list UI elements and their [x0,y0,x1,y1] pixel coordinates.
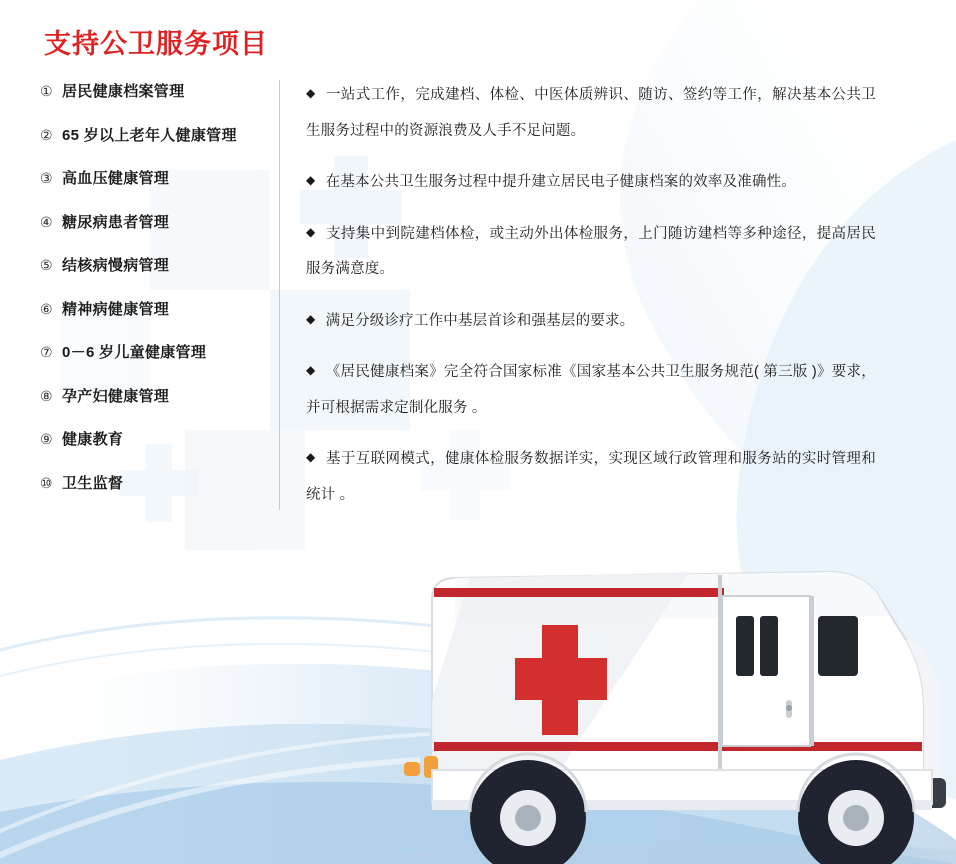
list-item [40,211,280,233]
list-item [40,124,280,146]
feature-text: 支持集中到院建档体检，或主动外出体检服务，上门随访建档等多种途径，提高居民服务满意度。 [306,225,876,278]
diamond-bullet-icon: ◆ [306,450,316,465]
list-item-label: 0－6 岁儿童健康管理 [62,344,207,361]
feature-text: 一站式工作，完成建档、体检、中医体质辨识、随访、签约等工作，解决基本公共卫生服务过程中的资源浪费及人手不足问题。 [306,87,876,139]
list-item-label: 结核病慢病管理 [62,257,170,274]
list-item-number: ② [40,126,53,143]
feature-item [306,355,876,426]
list-item-number: ⑨ [40,431,53,447]
diamond-bullet-icon: ◆ [306,224,316,239]
feature-item [306,304,876,340]
feature-item [306,442,876,513]
vertical-divider [279,80,280,510]
list-item [40,254,280,276]
list-item-label: 65 岁以上老年人健康管理 [62,126,237,144]
list-item-label: 精神病健康管理 [62,300,170,318]
list-item-label: 高血压健康管理 [62,170,170,187]
list-item-number: ⑦ [40,344,53,360]
list-item-label: 居民健康档案管理 [62,83,185,100]
list-item [40,472,280,494]
list-item [40,80,280,102]
list-item-number: ⑧ [40,387,53,404]
feature-text: 满足分级诊疗工作中基层首诊和强基层的要求。 [325,312,635,329]
feature-text: 基于互联网模式，健康体检服务数据详实，实现区域行政管理和服务站的实时管理和统计 。 [306,451,876,503]
diamond-bullet-icon: ◆ [306,311,316,326]
diamond-bullet-icon: ◆ [306,363,316,378]
list-item-number: ⑥ [40,300,53,317]
service-list [40,80,280,515]
list-item-label: 卫生监督 [62,474,124,492]
list-item [40,341,280,363]
feature-text: 在基本公共卫生服务过程中提升建立居民电子健康档案的效率及准确性。 [325,174,797,191]
diamond-bullet-icon: ◆ [306,173,316,188]
feature-item [306,165,876,201]
list-item [40,298,280,320]
list-item [40,428,280,450]
list-item-number: ⑩ [40,474,53,491]
list-item [40,385,280,407]
list-item-number: ③ [40,170,53,186]
diamond-bullet-icon: ◆ [306,86,316,100]
list-item-number: ⑤ [40,257,53,273]
list-item-label: 健康教育 [62,431,124,448]
list-item-label: 孕产妇健康管理 [62,387,170,405]
list-item-number: ① [40,83,53,99]
list-item-label: 糖尿病患者管理 [62,213,170,231]
list-item [40,167,280,189]
list-item-number: ④ [40,213,53,230]
feature-item [306,217,876,288]
page-title: 支持公卫服务项目 [44,29,268,59]
feature-list [306,78,876,529]
feature-text: 《居民健康档案》完全符合国家标准《国家基本公共卫生服务规范( 第三版 )》要求，并可根据需求定制化服务 。 [306,364,876,416]
feature-item [306,78,876,149]
